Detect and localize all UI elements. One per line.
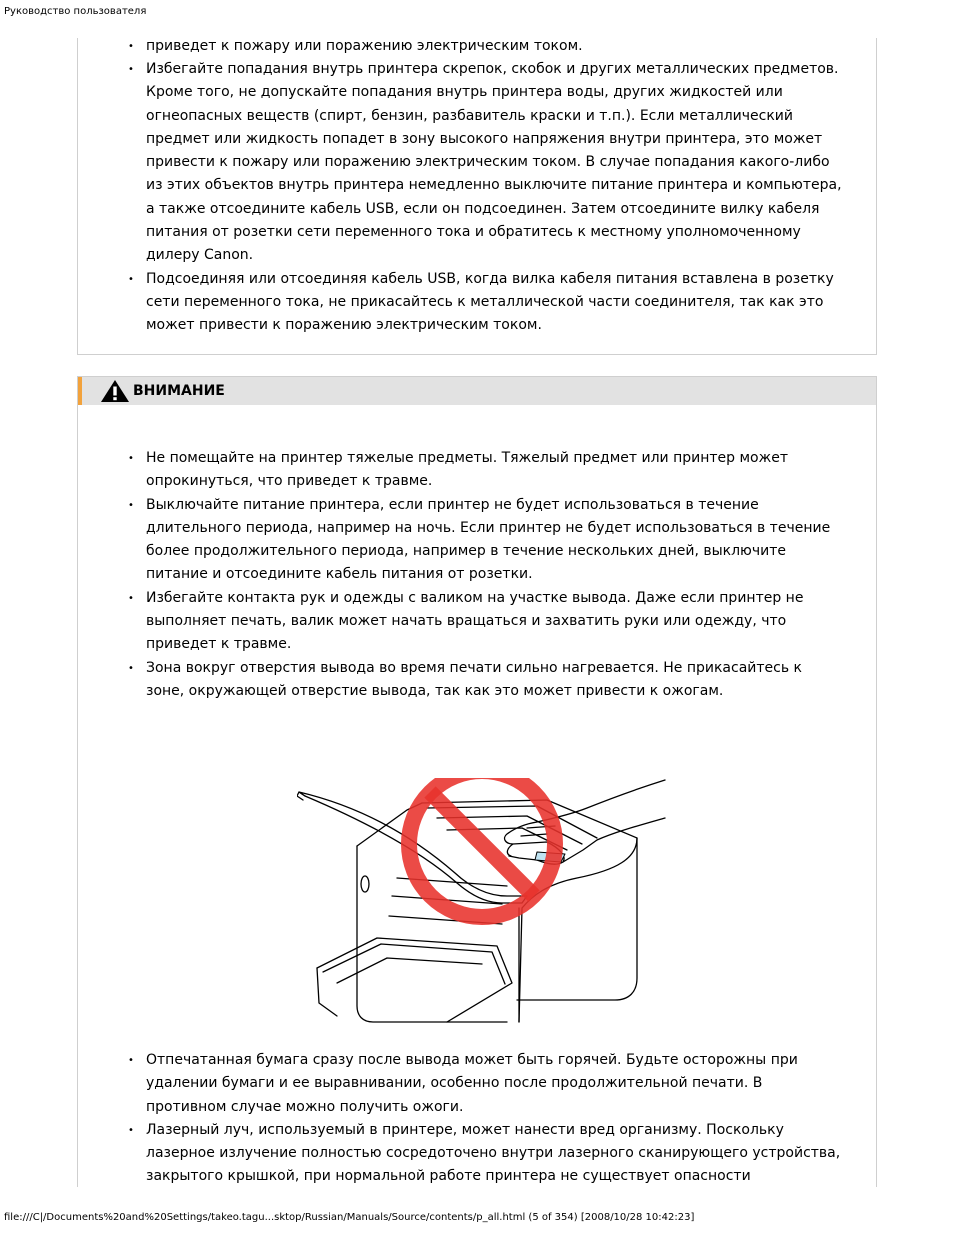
text-line: • Подсоединяя или отсоединяя кабель USB, когда вилка кабеля питания вставлена в розетку <box>146 270 834 287</box>
text-line: Кроме того, не допускайте попадания внутрь принтера воды, других жидкостей или <box>146 84 783 101</box>
text-line: может привести к поражению электрическим током. <box>146 317 542 334</box>
warning-box <box>77 38 877 355</box>
text-line: огнеопасных веществ (спирт, бензин, разбавитель краски и т.п.). Если металлический <box>146 107 794 124</box>
text-line: • Лазерный луч, используемый в принтере, может нанести вред организму. Поскольку <box>146 1121 784 1138</box>
list-item <box>146 587 806 657</box>
continuation-text <box>146 35 806 58</box>
list-item <box>146 447 806 494</box>
text-line: • приведет к пожару или поражению электрическим током. <box>146 38 583 54</box>
page-footer-path: file:///C|/Documents%20and%20Settings/takeo.tagu...sktop/Russian/Manuals/Source/contents/p_all.html (5 of 354) [2008/10/28 10:42:23] <box>4 1212 695 1223</box>
text-line: выполняет печать, валик может начать вращаться и захватить руки или одежду, что <box>146 613 787 630</box>
list-item <box>146 1049 806 1119</box>
text-line: сети переменного тока, не прикасайтесь к металлической части соединителя, так как это <box>146 293 824 310</box>
text-line: а также отсоедините кабель USB, если он подсоединен. Затем отсоедините вилку кабеля <box>146 200 820 217</box>
caution-title-bar <box>78 377 876 405</box>
text-line: предмет или жидкость попадет в зону высокого напряжения внутри принтера, это может <box>146 130 823 147</box>
warning-triangle-icon <box>100 379 130 403</box>
text-line: приведет к травме. <box>146 636 292 653</box>
warning-continuation <box>146 35 806 58</box>
text-line: дилеру Canon. <box>146 247 254 264</box>
warning-list <box>146 58 842 338</box>
text-line: более продолжительного периода, например в течение нескольких дней, выключите <box>146 543 786 560</box>
text-line: питания от розетки сети переменного тока и обратитесь к местному уполномоченному <box>146 224 801 241</box>
text-line: лазерное излучение полностью сосредоточено внутри лазерного сканирующего устройства, <box>146 1145 841 1162</box>
text-line: зоне, окружающей отверстие вывода, так как это может привести к ожогам. <box>146 682 724 699</box>
list-item <box>146 657 806 704</box>
list-item <box>146 268 834 338</box>
text-line: закрытого крышкой, при нормальной работе принтера не существует опасности <box>146 1168 751 1185</box>
text-line: из этих объектов внутрь принтера немедленно выключите питание принтера и компьютера, <box>146 177 842 194</box>
prohibition-sign-icon <box>409 778 555 917</box>
page-header-title: Руководство пользователя <box>4 6 147 17</box>
text-line: противном случае можно получить ожоги. <box>146 1098 464 1115</box>
no-touch-printer-illustration <box>297 778 667 1026</box>
caution-list-after <box>146 1049 841 1189</box>
text-line: • Выключайте питание принтера, если принтер не будет использоваться в течение <box>146 496 759 513</box>
text-line: • Не помещайте на принтер тяжелые предметы. Тяжелый предмет или принтер может <box>146 450 788 466</box>
text-line: опрокинуться, что приведет к травме. <box>146 473 433 490</box>
text-line: • Избегайте попадания внутрь принтера скрепок, скобок и других металлических предметов. <box>146 61 839 77</box>
text-line: питание и отсоедините кабель питания от розетки. <box>146 566 533 583</box>
text-line: • Зона вокруг отверстия вывода во время печати сильно нагревается. Не прикасайтесь к <box>146 659 803 676</box>
text-line: • Избегайте контакта рук и одежды с валиком на участке вывода. Даже если принтер не <box>146 589 804 606</box>
text-line: удалении бумаги и ее выравнивании, особенно после продолжительной печати. В <box>146 1075 763 1092</box>
list-item <box>146 1119 841 1189</box>
list-item <box>146 494 831 587</box>
text-line: • Отпечатанная бумага сразу после вывода может быть горячей. Будьте осторожны при <box>146 1052 798 1068</box>
caution-title: ВНИМАНИЕ <box>133 383 225 399</box>
caution-list <box>146 447 831 703</box>
list-item <box>146 58 842 268</box>
text-line: длительного периода, например на ночь. Если принтер не будет использоваться в течение <box>146 519 831 536</box>
text-line: привести к пожару или поражению электрическим током. В случае попадания какого-либо <box>146 154 830 171</box>
